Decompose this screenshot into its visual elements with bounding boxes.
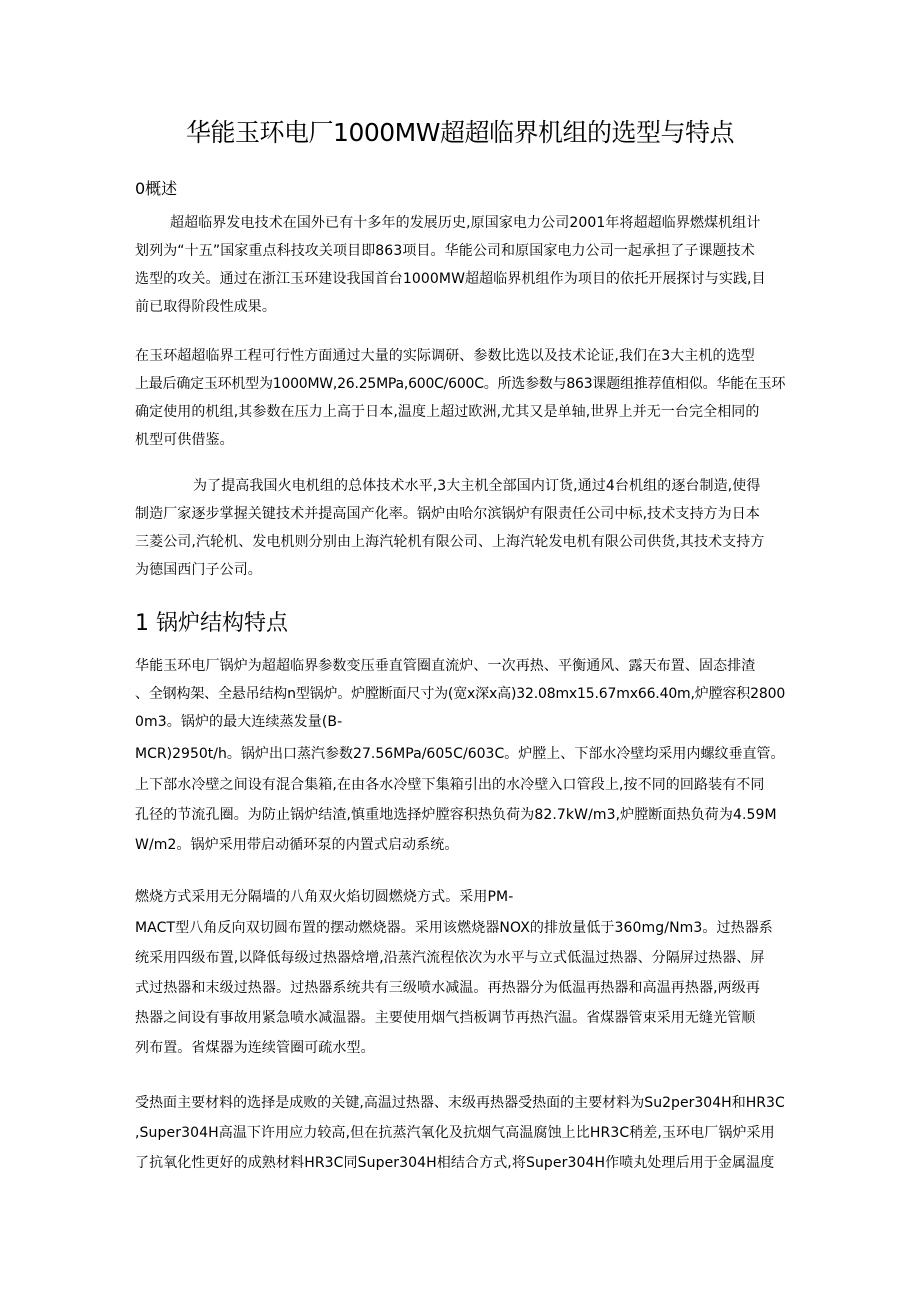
paragraph-line: 为德国西门子公司。 xyxy=(135,562,262,578)
paragraph-line: 上下部水冷壁之间设有混合集箱,在由各水冷壁下集箱引出的水冷壁入口管段上,按不同的回路装有不同 xyxy=(135,777,765,793)
paragraph-line: MCR)2950t/h。锅炉出口蒸汽参数27.56MPa/605C/603C。炉膛上、下部水冷壁均采用内螺纹垂直管。 xyxy=(135,746,785,762)
section-1-paragraph-1 xyxy=(135,652,785,859)
paragraph-line: ,Super304H高温下许用应力较高,但在抗蒸汽氧化及抗烟气高温腐蚀上比HR3C稍差,玉环电厂锅炉采用 xyxy=(135,1125,775,1141)
section-0-paragraph-1 xyxy=(135,209,785,321)
section-0-paragraph-3 xyxy=(135,472,785,584)
document-title: 华能玉环电厂1000MW超超临界机组的选型与特点 xyxy=(186,118,734,147)
paragraph-line: 上最后确定玉环机型为1000MW,26.25MPa,600C/600C。所选参数与863课题组推荐值相似。华能在玉环 xyxy=(135,376,786,392)
paragraph-line: 在玉环超超临界工程可行性方面通过大量的实际调研、参数比选以及技术论证,我们在3大主机的选型 xyxy=(135,348,755,364)
paragraph-line: 为了提高我国火电机组的总体技术水平,3大主机全部国内订货,通过4台机组的逐台制造,使得 xyxy=(193,478,761,494)
paragraph-line: 三菱公司,汽轮机、发电机则分别由上海汽轮机有限公司、上海汽轮发电机有限公司供货,其技术支持方 xyxy=(135,534,765,550)
section-1-paragraph-3 xyxy=(135,1089,785,1177)
paragraph-line: 式过热器和末级过热器。过热器系统共有三级喷水减温。再热器分为低温再热器和高温再热器,两级再 xyxy=(135,980,760,996)
paragraph-line: 选型的攻关。通过在浙江玉环建设我国首台1000MW超超临界机组作为项目的依托开展探讨与实践,目 xyxy=(135,271,766,287)
paragraph-line: 划列为“十五”国家重点科技攻关项目即863项目。华能公司和原国家电力公司一起承担了子课题技术 xyxy=(135,243,755,259)
paragraph-line: MACT型八角反向双切圆布置的摆动燃烧器。采用该燃烧器NOX的排放量低于360mg/Nm3。过热器系 xyxy=(135,920,773,936)
paragraph-line: 热器之间设有事故用紧急喷水减温器。主要使用烟气挡板调节再热汽温。省煤器管束采用无缝光管顺 xyxy=(135,1010,756,1026)
paragraph-line: 制造厂家逐步掌握关键技术并提高国产化率。锅炉由哈尔滨锅炉有限责任公司中标,技术支持方为日本 xyxy=(135,506,760,522)
paragraph-line: 了抗氧化性更好的成熟材料HR3C同Super304H相结合方式,将Super304H作喷丸处理后用于金属温度 xyxy=(135,1155,775,1171)
paragraph-line: 列布置。省煤器为连续管圈可疏水型。 xyxy=(135,1040,375,1056)
paragraph-line: 受热面主要材料的选择是成败的关键,高温过热器、末级再热器受热面的主要材料为Su2per304H和HR3C xyxy=(135,1095,785,1111)
section-0-paragraph-2 xyxy=(135,342,785,454)
paragraph-line: 统采用四级布置,以降低每级过热器焓增,沿蒸汽流程依次为水平与立式低温过热器、分隔屏过热器、屏 xyxy=(135,950,765,966)
paragraph-line: 孔径的节流孔圈。为防止锅炉结渣,慎重地选择炉膛容积热负荷为82.7kW/m3,炉膛断面热负荷为4.59M xyxy=(135,807,777,823)
paragraph-line: 0m3。锅炉的最大连续蒸发量(B- xyxy=(135,714,343,730)
paragraph-line: W/m2。锅炉采用带启动循环泵的内置式启动系统。 xyxy=(135,837,459,853)
paragraph-line: 燃烧方式采用无分隔墙的八角双火焰切圆燃烧方式。采用PM- xyxy=(135,889,514,905)
section-1-heading: 1 锅炉结构特点 xyxy=(135,611,288,636)
paragraph-line: 机型可供借鉴。 xyxy=(135,432,234,448)
paragraph-line: 确定使用的机组,其参数在压力上高于日本,温度上超过欧洲,尤其又是单轴,世界上并无一台完全相同的 xyxy=(135,404,760,420)
paragraph-line: 前已取得阶段性成果。 xyxy=(135,299,276,315)
paragraph-line: 华能玉环电厂锅炉为超超临界参数变压垂直管圈直流炉、一次再热、平衡通风、露天布置、固态排渣 xyxy=(135,658,756,674)
paragraph-line: 、全钢构架、全悬吊结构n型锅炉。炉膛断面尺寸为(宽x深x高)32.08mx15.67mx66.40m,炉膛容积2800 xyxy=(135,686,786,702)
section-1-paragraph-2 xyxy=(135,883,785,1062)
paragraph-line: 超超临界发电技术在国外已有十多年的发展历史,原国家电力公司2001年将超超临界燃煤机组计 xyxy=(170,215,761,231)
section-0-heading: 0概述 xyxy=(135,179,178,198)
